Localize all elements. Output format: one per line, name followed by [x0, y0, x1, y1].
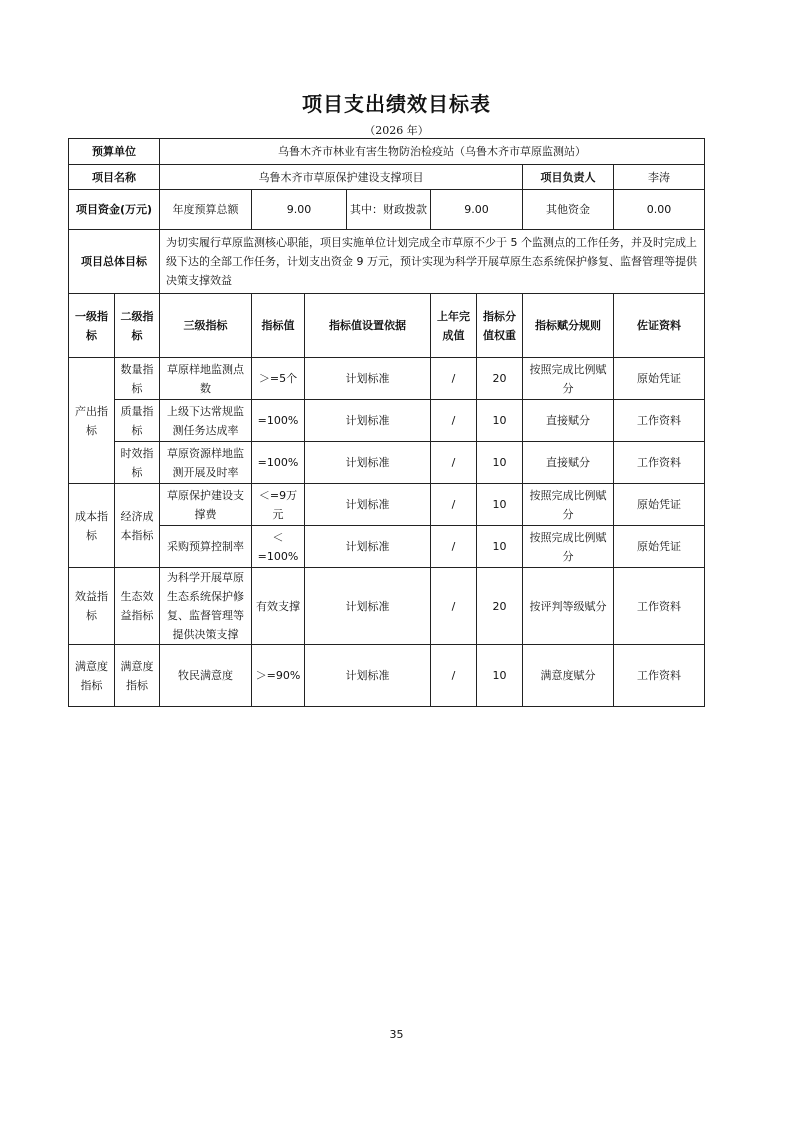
header-weight: 指标分值权重	[477, 294, 523, 358]
row-weight: 10	[477, 400, 523, 442]
table-row	[69, 400, 705, 442]
row-rule: 直接赋分	[523, 442, 614, 484]
row-evidence: 工作资料	[614, 442, 705, 484]
row-value: =100%	[252, 442, 305, 484]
row-rule: 直接赋分	[523, 400, 614, 442]
row-evidence: 工作资料	[614, 400, 705, 442]
header-basis: 指标值设置依据	[305, 294, 431, 358]
row-value: ＞=90%	[252, 645, 305, 707]
header-rule: 指标赋分规则	[523, 294, 614, 358]
row-weight: 10	[477, 526, 523, 568]
table-row	[69, 484, 705, 526]
project-name-label: 项目名称	[69, 165, 160, 190]
row-value: ＜=100%	[252, 526, 305, 568]
year-label: （2026 年）	[364, 124, 429, 137]
row-l2: 时效指标	[115, 442, 160, 484]
fiscal-value: 9.00	[431, 190, 523, 230]
row-l2: 满意度指标	[115, 645, 160, 707]
row-l2: 质量指标	[115, 400, 160, 442]
row-l3: 草原保护建设支撑费	[160, 484, 252, 526]
project-name-value: 乌鲁木齐市草原保护建设支撑项目	[160, 165, 523, 190]
page-title: 项目支出绩效目标表	[302, 92, 491, 116]
funds-label: 项目资金(万元)	[69, 190, 160, 230]
page-number: 35	[389, 1028, 404, 1041]
header-level2: 二级指标	[115, 294, 160, 358]
budget-unit-value: 乌鲁木齐市林业有害生物防治检疫站（乌鲁木齐市草原监测站）	[160, 139, 705, 165]
row-prev: /	[431, 568, 477, 645]
header-level1: 一级指标	[69, 294, 115, 358]
row-basis: 计划标准	[305, 442, 431, 484]
project-leader-label: 项目负责人	[523, 165, 614, 190]
performance-table	[68, 138, 705, 707]
overall-goal-text: 为切实履行草原监测核心职能，项目实施单位计划完成全市草原不少于 5 个监测点的工作任务，并及时完成上级下达的全部工作任务，计划支出资金 9 万元，预计实现为科学开展草原生态系统保护修复、监督管理等提供决策支撑效益	[160, 230, 705, 294]
row-l3: 为科学开展草原生态系统保护修复、监督管理等提供决策支撑	[160, 568, 252, 645]
row-evidence: 原始凭证	[614, 484, 705, 526]
row-basis: 计划标准	[305, 645, 431, 707]
row-value: 有效支撑	[252, 568, 305, 645]
row-l3: 草原样地监测点数	[160, 358, 252, 400]
header-level3: 三级指标	[160, 294, 252, 358]
row-l3: 上级下达常规监测任务达成率	[160, 400, 252, 442]
row-value: =100%	[252, 400, 305, 442]
row-evidence: 工作资料	[614, 568, 705, 645]
other-funds-value: 0.00	[614, 190, 705, 230]
row-l3: 草原资源样地监测开展及时率	[160, 442, 252, 484]
header-prev: 上年完成值	[431, 294, 477, 358]
row-prev: /	[431, 645, 477, 707]
row-rule: 满意度赋分	[523, 645, 614, 707]
row-basis: 计划标准	[305, 358, 431, 400]
annual-total-label: 年度预算总额	[160, 190, 252, 230]
group-cost: 成本指标	[69, 484, 115, 568]
project-leader-value: 李涛	[614, 165, 705, 190]
row-weight: 20	[477, 568, 523, 645]
row-basis: 计划标准	[305, 400, 431, 442]
row-evidence: 工作资料	[614, 645, 705, 707]
budget-unit-label: 预算单位	[69, 139, 160, 165]
overall-goal-label: 项目总体目标	[69, 230, 160, 294]
table-row	[69, 526, 705, 568]
row-evidence: 原始凭证	[614, 526, 705, 568]
group-output: 产出指标	[69, 358, 115, 484]
row-prev: /	[431, 442, 477, 484]
row-rule: 按照完成比例赋分	[523, 526, 614, 568]
other-funds-label: 其他资金	[523, 190, 614, 230]
group-benefit: 效益指标	[69, 568, 115, 645]
row-basis: 计划标准	[305, 484, 431, 526]
fiscal-label: 其中：财政拨款	[347, 190, 431, 230]
row-l3: 采购预算控制率	[160, 526, 252, 568]
table-row	[69, 358, 705, 400]
row-l2: 生态效益指标	[115, 568, 160, 645]
row-weight: 10	[477, 442, 523, 484]
row-prev: /	[431, 400, 477, 442]
table-row	[69, 442, 705, 484]
header-value: 指标值	[252, 294, 305, 358]
row-l3: 牧民满意度	[160, 645, 252, 707]
row-rule: 按评判等级赋分	[523, 568, 614, 645]
annual-total-value: 9.00	[252, 190, 347, 230]
row-l2: 数量指标	[115, 358, 160, 400]
row-value: ＜=9万元	[252, 484, 305, 526]
group-satisfaction: 满意度指标	[69, 645, 115, 707]
row-evidence: 原始凭证	[614, 358, 705, 400]
header-evidence: 佐证资料	[614, 294, 705, 358]
row-l2: 经济成本指标	[115, 484, 160, 568]
table-row	[69, 645, 705, 707]
row-value: ＞=5个	[252, 358, 305, 400]
row-weight: 10	[477, 645, 523, 707]
row-weight: 10	[477, 484, 523, 526]
row-prev: /	[431, 526, 477, 568]
row-rule: 按照完成比例赋分	[523, 358, 614, 400]
row-basis: 计划标准	[305, 526, 431, 568]
table-row	[69, 568, 705, 645]
row-basis: 计划标准	[305, 568, 431, 645]
row-rule: 按照完成比例赋分	[523, 484, 614, 526]
row-prev: /	[431, 484, 477, 526]
row-prev: /	[431, 358, 477, 400]
row-weight: 20	[477, 358, 523, 400]
